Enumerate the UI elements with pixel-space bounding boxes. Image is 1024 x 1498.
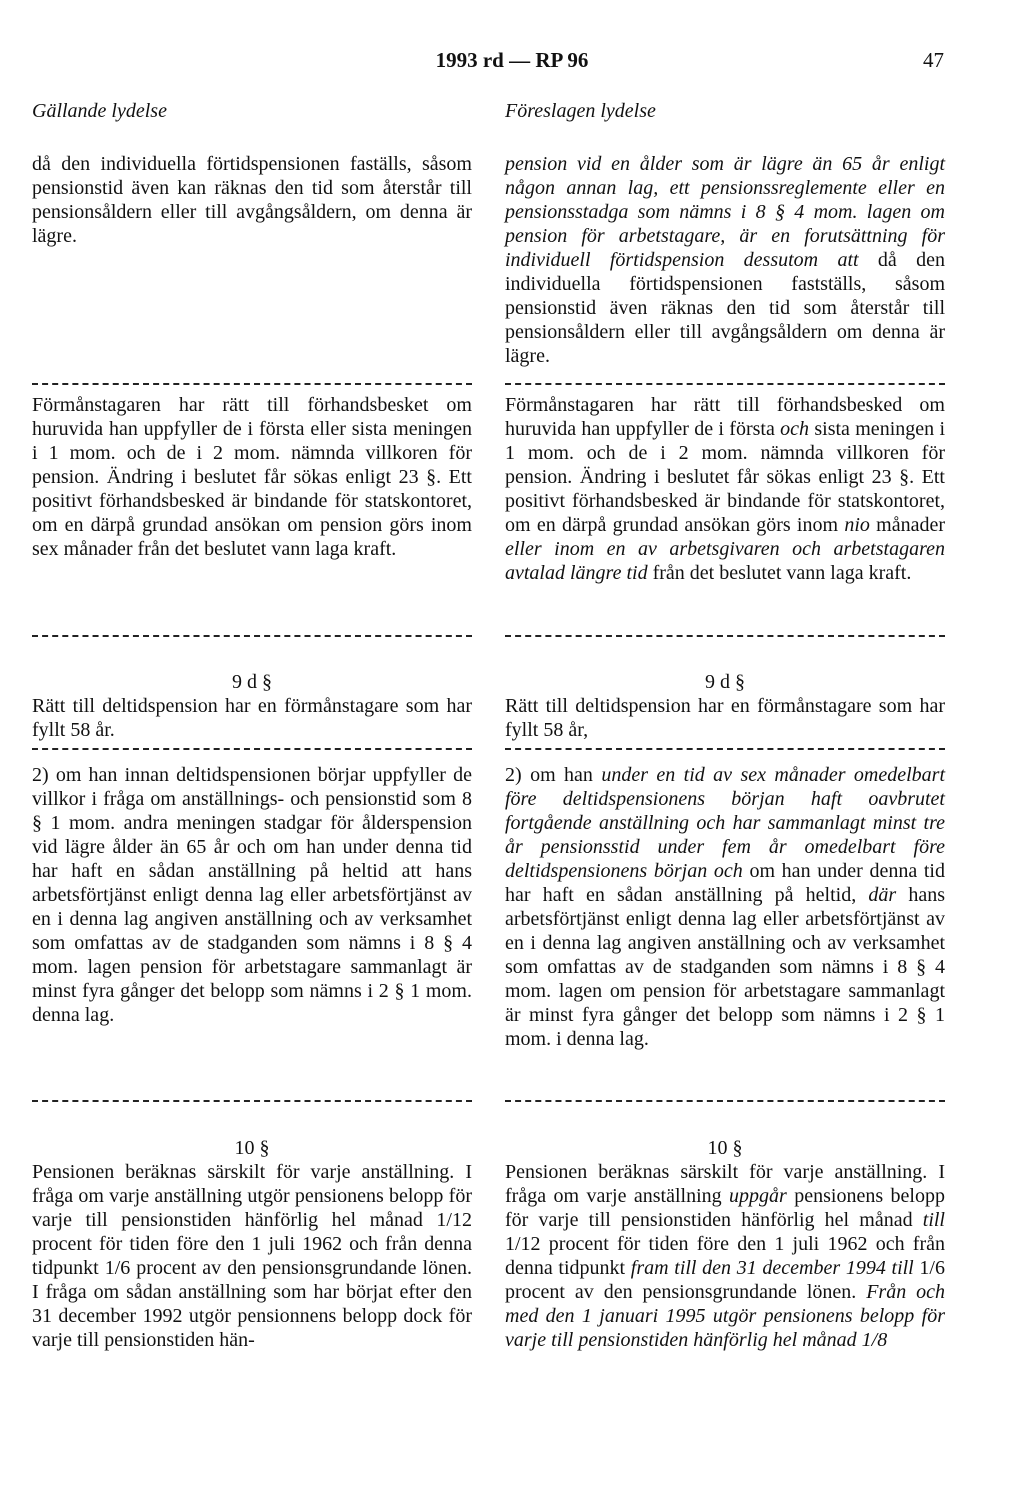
left-paragraph-3: Rätt till deltidspension har en förmånstagare som har fyllt 58 år. (32, 695, 472, 741)
right-paragraph-4 (505, 763, 945, 1051)
omission-divider (32, 383, 472, 385)
right-p4-text: 2) om han (505, 764, 602, 786)
page-number: 47 (923, 48, 944, 72)
omission-divider (505, 748, 945, 750)
omission-divider (32, 748, 472, 750)
right-p5-text: 1/12 procent för tiden före den 1 juli 1962 och från denna tidpunkt (505, 1233, 945, 1279)
right-p4-italic: under en tid av sex månader omedelbart före deltidspensionens början haft oavbrutet fortgående anställning och har sammanlagt minst tre år pensionsstid under fem år omedelbart före deltidspensionens början och (505, 764, 946, 882)
right-p5-italic: uppgår (729, 1185, 787, 1207)
omission-divider (505, 635, 945, 637)
right-p2-text: månader (869, 514, 945, 536)
right-p2-text: Förmånstagaren har rätt till förhandsbesked om huruvida han uppfyller de i första (505, 394, 945, 440)
right-p5-text: pensionens belopp för varje till pensionstiden hänförlig hel månad (505, 1185, 945, 1231)
omission-divider (32, 635, 472, 637)
left-section-10: 10 § (234, 1137, 270, 1159)
right-paragraph-5 (505, 1160, 945, 1352)
right-paragraph-1 (505, 152, 945, 368)
right-p2-text: sista meningen i 1 mom. och de i 2 mom. nämnda villkoren för pension. Ändring i beslutet får sökas enligt 23 §. Ett positivt förhandsbesked är bindande för statskontoret, om en därpå grundad ansökan görs inom (505, 418, 945, 536)
right-paragraph-2 (505, 393, 945, 585)
right-p1-italic: pension vid en ålder som är lägre än 65 år enligt någon annan lag, ett pensionssreglemente eller en pensionsstadga som nämns i 8 § 4 mom. lagen om pension för arbetstagare, är en forutsättning för individuell förtidspension dessutom att (505, 153, 945, 271)
right-column-heading: Föreslagen lydelse (505, 100, 656, 122)
right-p4-text: hans arbetsförtjänst enligt denna lag eller arbetsförtjänst av en i denna lag angiven anställning och av verksamhet som omfattas av de stadganden som nämns i 8 § 4 mom. lagen om pension för arbetstagare sammanlagt är minst fyra gånger det belopp som nämns i 2 § 1 mom. i denna lag. (505, 884, 945, 1050)
omission-divider (505, 383, 945, 385)
right-p4-text: om han under denna tid har haft en sådan anställning på heltid, (505, 860, 945, 906)
right-p5-text: Pensionen beräknas särskilt för varje anställning. I fråga om varje anställning (505, 1161, 945, 1207)
document-title: 1993 rd — RP 96 (435, 48, 589, 72)
right-p4-italic: där (868, 884, 897, 906)
left-paragraph-4: 2) om han innan deltidspensionen börjar uppfyller de villkor i fråga om anställnings- och pensionstid som 8 § 1 mom. andra meningen stadgar för ålderspension vid lägre ålder än 65 år och om han under denna tid har haft en sådan anställning på heltid att hans arbetsförtjänst enligt denna lag eller arbetsförtjänst av en i denna lag angiven anställning och av verksamhet som omfattas av de stadganden som nämns i 8 § 4 mom. lagen pension för arbetstagare sammanlagt är minst fyra gånger det belopp som nämns i 2 § 1 mom. denna lag. (32, 764, 472, 1026)
page-header (0, 48, 1024, 78)
right-p2-text: från det beslutet vann laga kraft. (647, 562, 912, 584)
right-p5-italic: Från och med den 1 januari 1995 utgör pensionens belopp för varje till pensionstiden hänförlig hel månad 1/8 (505, 1281, 945, 1351)
omission-divider (505, 1100, 945, 1102)
right-p2-italic: eller inom en av arbetsgivaren och arbetstagaren avtalad längre tid (505, 538, 945, 584)
right-p2-italic: nio (844, 514, 870, 536)
left-paragraph-5: Pensionen beräknas särskilt för varje anställning. I fråga om varje anställning utgör pensionens belopp för varje till pensionstiden hänförlig hel månad 1/12 procent för tiden före den 1 juli 1962 och från denna tidpunkt 1/6 procent av den pensionsgrundande lönen. I fråga om sådan anställning som har börjat efter den 31 december 1992 utgör pensionnens belopp dock för varje till pensionstiden hän- (32, 1161, 472, 1351)
right-section-9d: 9 d § (705, 671, 745, 693)
right-p1-rest: då den individuella förtidspensionen fastställs, såsom pensionstid även räknas den tid som återstår till pensionsåldern eller till avgångsåldern om denna är lägre. (505, 249, 945, 367)
omission-divider (32, 1100, 472, 1102)
right-section-10: 10 § (707, 1137, 743, 1159)
right-p5-text: 1/6 procent av den pensionsgrundande lönen. (505, 1257, 945, 1303)
right-paragraph-3: Rätt till deltidspension har en förmånstagare som har fyllt 58 år, (505, 695, 945, 741)
left-section-9d: 9 d § (232, 671, 272, 693)
left-paragraph-2: Förmånstagaren har rätt till förhandsbesket om huruvida han uppfyller de i första eller sista meningen i 1 mom. och de i 2 mom. nämnda villkoren för pension. Ändring i beslutet får sökas enligt 23 §. Ett positivt förhandsbesked är bindande för statskontoret, om en därpå grundad ansökan om pension görs inom sex månader från det beslutet vann laga kraft. (32, 394, 472, 560)
right-p5-italic: fram till den 31 december 1994 till (630, 1257, 914, 1279)
left-column-heading: Gällande lydelse (32, 100, 167, 122)
left-paragraph-1: då den individuella förtidspensionen faställs, såsom pensionstid även kan räknas den tid som återstår till pensionsåldern eller till avgångsåldern, om denna är lägre. (32, 153, 472, 247)
left-column (32, 100, 472, 1351)
right-column (505, 100, 946, 1351)
right-p2-italic: och (780, 418, 810, 440)
right-p5-italic: till (922, 1209, 945, 1231)
